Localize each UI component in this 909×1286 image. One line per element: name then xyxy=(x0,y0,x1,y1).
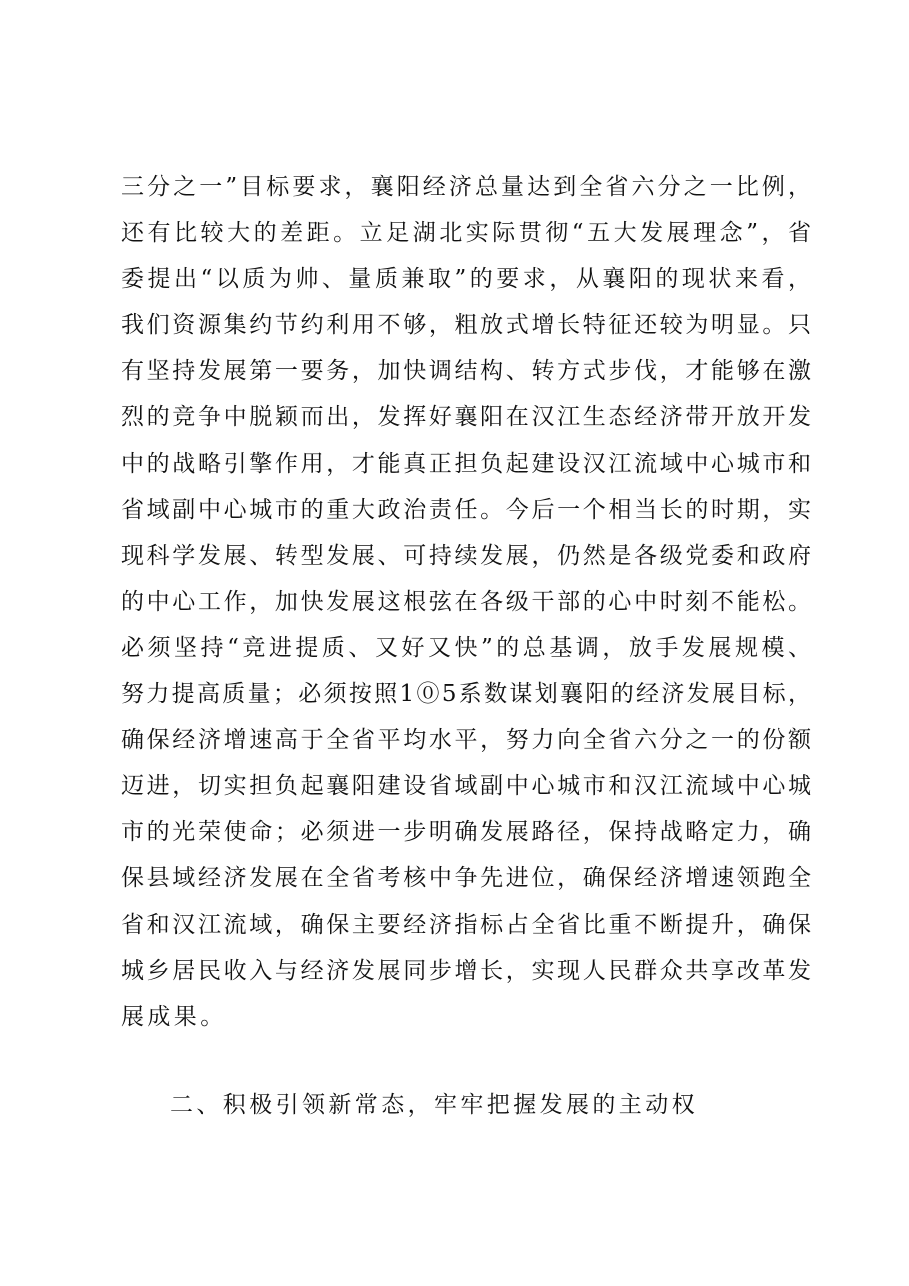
paragraph-line: 烈的竞争中脱颖而出，发挥好襄阳在汉江生态经济带开放开发 xyxy=(121,404,811,431)
paragraph-line: 三分之一”目标要求，襄阳经济总量达到全省六分之一比例， xyxy=(121,174,811,200)
paragraph-line: 有坚持发展第一要务，加快调结构、转方式步伐，才能够在激 xyxy=(121,358,811,385)
body-paragraph xyxy=(121,164,811,1040)
paragraph-line: 的中心工作，加快发展这根弦在各级干部的心中时刻不能松。 xyxy=(121,588,811,615)
paragraph-line: 现科学发展、转型发展、可持续发展，仍然是各级党委和政府 xyxy=(121,542,811,569)
paragraph-line: 市的光荣使命；必须进一步明确发展路径，保持战略定力，确 xyxy=(121,819,811,846)
paragraph-line: 省和汉江流域，确保主要经济指标占全省比重不断提升，确保 xyxy=(121,911,811,938)
paragraph-line: 迈进，切实担负起襄阳建设省域副中心城市和汉江流域中心城 xyxy=(121,773,811,800)
paragraph-line: 确保经济增速高于全省平均水平，努力向全省六分之一的份额 xyxy=(121,727,811,754)
paragraph-line: 保县域经济发展在全省考核中争先进位，确保经济增速领跑全 xyxy=(121,865,811,892)
paragraph-line: 还有比较大的差距。立足湖北实际贯彻“五大发展理念”，省 xyxy=(121,220,811,247)
section-heading: 二、积极引领新常态，牢牢把握发展的主动权 xyxy=(170,1092,698,1118)
paragraph-line: 委提出“以质为帅、量质兼取”的要求，从襄阳的现状来看， xyxy=(121,266,811,293)
paragraph-line: 努力提高质量；必须按照1⓪5系数谋划襄阳的经济发展目标， xyxy=(121,681,811,708)
paragraph-line: 中的战略引擎作用，才能真正担负起建设汉江流域中心城市和 xyxy=(121,450,811,477)
paragraph-line: 我们资源集约节约利用不够，粗放式增长特征还较为明显。只 xyxy=(121,312,811,339)
paragraph-line: 必须坚持“竞进提质、又好又快”的总基调，放手发展规模、 xyxy=(121,634,811,661)
paragraph-line: 展成果。 xyxy=(121,1003,227,1030)
paragraph-line: 省域副中心城市的重大政治责任。今后一个相当长的时期，实 xyxy=(121,496,811,523)
paragraph-line: 城乡居民收入与经济发展同步增长，实现人民群众共享改革发 xyxy=(121,957,811,984)
